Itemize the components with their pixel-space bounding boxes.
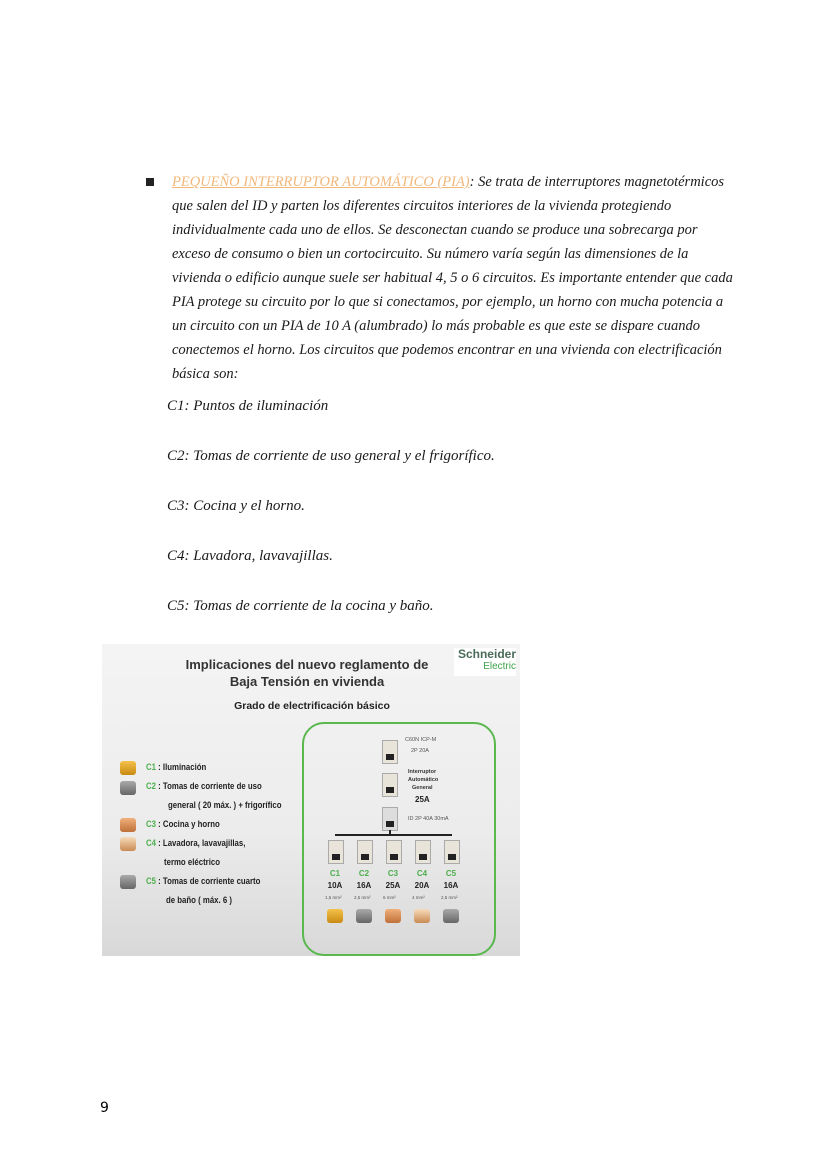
icp-label: C60N ICP-M [405,737,437,743]
slide-subtitle: Grado de electrificación básico [234,700,390,712]
iga-label: General [412,785,433,791]
legend-item-cont: general ( 20 máx. ) + frigorífico [168,800,282,810]
breaker-amps: 16A [356,881,372,890]
page-number: 9 [100,1100,109,1116]
main-breaker [382,773,398,797]
breaker-code: C4 [416,869,428,878]
breaker-amps: 20A [414,881,430,890]
logo-text: Schneider [457,647,516,661]
icp-breaker [382,740,398,764]
breaker-code: C5 [445,869,457,878]
circuit-icon [414,909,430,923]
wire-section: 2,5 mm² [354,895,371,900]
busbar [389,830,391,835]
pia-paragraph [172,170,734,386]
socket-icon [120,875,136,889]
iga-label: Automático [408,777,439,783]
circuit-item: C1: Puntos de iluminación [167,398,329,414]
circuit-breaker [415,840,431,864]
schneider-logo [454,648,516,676]
circuit-breaker [357,840,373,864]
wire-section: 2,5 mm² [441,895,458,900]
breaker-amps: 16A [443,881,459,890]
circuit-icon [443,909,459,923]
legend-item: C2 : Tomas de corriente de uso [146,781,262,791]
circuit-item: C5: Tomas de corriente de la cocina y baño. [167,598,434,614]
busbar [335,834,452,836]
circuit-breaker [386,840,402,864]
circuit-item: C2: Tomas de corriente de uso general y el frigorífico. [167,448,495,464]
pia-link[interactable]: PEQUEÑO INTERRUPTOR AUTOMÁTICO (PIA) [172,174,470,190]
legend-item: C3 : Cocina y horno [146,819,220,829]
slide-title [172,656,442,690]
breaker-code: C3 [387,869,399,878]
lighting-icon [120,761,136,775]
circuit-breaker [444,840,460,864]
page-content [0,170,828,956]
legend-item-cont: de baño ( máx. 6 ) [166,895,232,905]
wire-section: 1,5 mm² [325,895,342,900]
legend-item: C1 : Iluminación [146,762,207,772]
icp-rating: 2P 20A [411,748,429,754]
socket-icon [120,781,136,795]
legend-item: C4 : Lavadora, lavavajillas, [146,838,246,848]
circuit-item: C4: Lavadora, lavavajillas. [167,548,333,564]
iga-rating: 25A [415,795,430,804]
circuit-breaker [328,840,344,864]
logo-text: Electric [483,661,516,672]
slide-title-line: Implicaciones del nuevo reglamento de [185,657,429,672]
electrification-slide-image [102,644,520,956]
id-label: ID 2P 40A 30mA [408,816,449,822]
wire-section: 4 mm² [412,895,425,900]
legend-item: C5 : Tomas de corriente cuarto [146,876,261,886]
breaker-amps: 25A [385,881,401,890]
breaker-amps: 10A [327,881,343,890]
legend-item-cont: termo eléctrico [164,857,220,867]
oven-icon [120,818,136,832]
differential-breaker [382,807,398,831]
iga-label: Interruptor [408,769,437,775]
breaker-code: C1 [329,869,341,878]
wire-section: 6 mm² [383,895,396,900]
slide-title-line: Baja Tensión en vivienda [229,674,385,689]
circuit-icon [327,909,343,923]
circuit-icon [356,909,372,923]
circuit-item: C3: Cocina y el horno. [167,498,305,514]
washer-icon [120,837,136,851]
breaker-code: C2 [358,869,370,878]
circuit-icon [385,909,401,923]
pia-text: : Se trata de interruptores magnetotérmicos que salen del ID y parten los diferentes circuitos interiores de la vivienda protegiendo individualmente cada uno de ellos. Se desconectan cuando se produce una sobrecarga por exceso de consumo o bien un cortocircuito. Su número varía según las dimensiones de la vivienda o edificio aunque suele ser habitual 4, 5 o 6 circuitos. Es importante entender que cada PIA protege su circuito por lo que si conectamos, por ejemplo, un horno con mucha potencia a un circuito con un PIA de 10 A (alumbrado) lo más probable es que este se dispare cuando conectemos el horno. Los circuitos que podemos encontrar en una vivienda con electrificación básica son: [172,174,733,382]
